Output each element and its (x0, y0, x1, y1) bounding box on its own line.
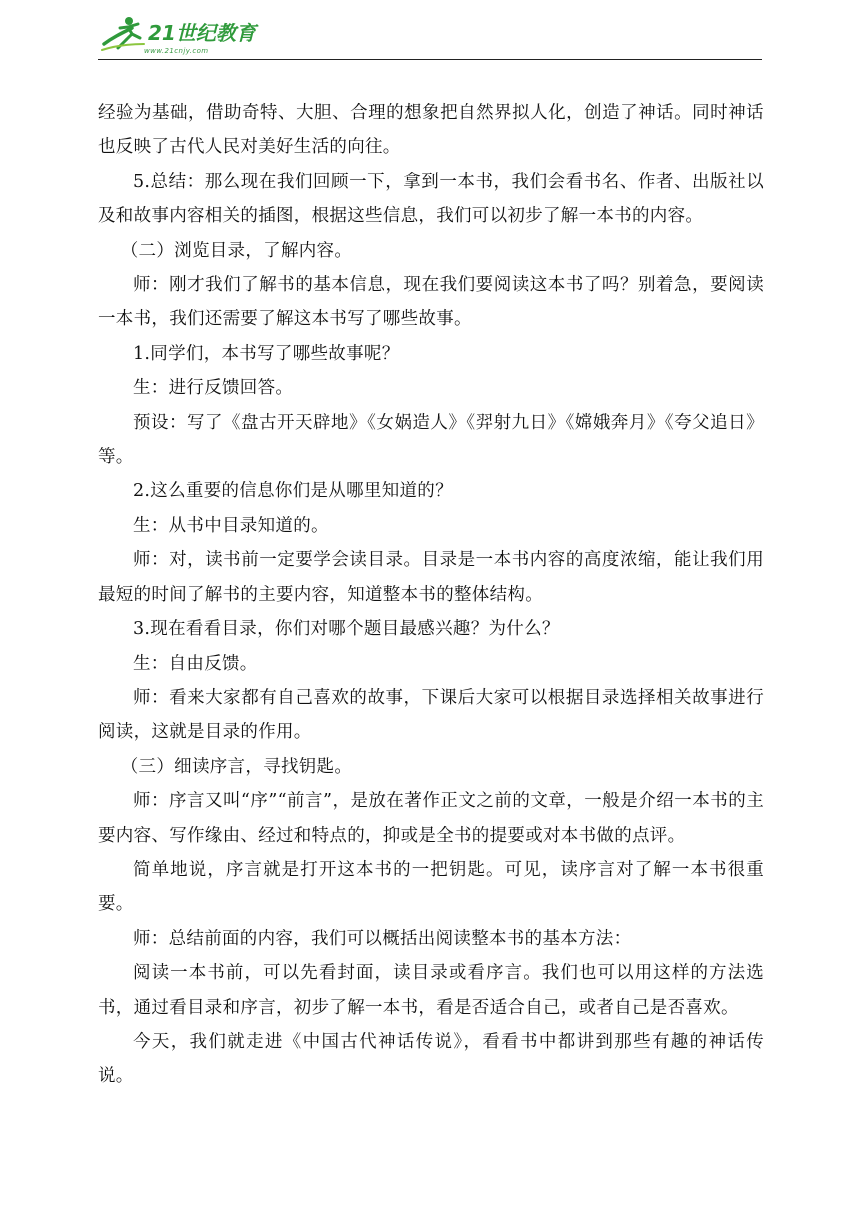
paragraph: 经验为基础，借助奇特、大胆、合理的想象把自然界拟人化，创造了神话。同时神话也反映了古代人民对美好生活的向往。 (98, 103, 764, 158)
paragraph: 今天，我们就走进《中国古代神话传说》，看看书中都讲到那些有趣的神话传说。 (98, 1031, 764, 1087)
header-divider (98, 59, 762, 60)
paragraph: 师：对，读书前一定要学会读目录。目录是一本书内容的高度浓缩，能让我们用最短的时间了解书的主要内容，知道整本书的整体结构。 (98, 550, 764, 605)
paragraph: 师：看来大家都有自己喜欢的故事，下课后大家可以根据目录选择相关故事进行阅读，这就是目录的作用。 (98, 687, 764, 743)
paragraph: 阅读一本书前，可以先看封面，读目录或看序言。我们也可以用这样的方法选书，通过看目录和序言，初步了解一本书，看是否适合自己，或者自己是否喜欢。 (98, 963, 764, 1018)
paragraph: 3.现在看看目录，你们对哪个题目最感兴趣？为什么？ (133, 619, 560, 640)
page-header (98, 14, 762, 60)
section-heading: （二）浏览目录，了解内容。 (120, 240, 353, 261)
site-logo[interactable] (98, 14, 268, 58)
paragraph: 2.这么重要的信息你们是从哪里知道的？ (133, 481, 453, 502)
paragraph: 生：自由反馈。 (133, 653, 258, 674)
logo-url: www.21cnjy.com (144, 47, 209, 55)
paragraph: 预设：写了《盘古开天辟地》《女娲造人》《羿射九日》《嫦娥奔月》《夸父追日》等。 (98, 412, 764, 468)
logo-name: 21世纪教育 (148, 21, 256, 45)
paragraph: 1.同学们，本书写了哪些故事呢？ (133, 343, 400, 364)
paragraph: 简单地说，序言就是打开这本书的一把钥匙。可见，读序言对了解一本书很重要。 (98, 859, 764, 915)
paragraph: 师：序言又叫“序”“前言”，是放在著作正文之前的文章，一般是介绍一本书的主要内容、写作缘由、经过和特点的，抑或是全书的提要或对本书做的点评。 (98, 791, 764, 846)
section-heading: （三）细读序言，寻找钥匙。 (120, 756, 353, 777)
document-body (98, 96, 764, 1094)
paragraph: 生：进行反馈回答。 (133, 378, 294, 399)
paragraph: 师：刚才我们了解书的基本信息，现在我们要阅读这本书了吗？别着急，要阅读一本书，我们还需要了解这本书写了哪些故事。 (98, 275, 764, 330)
running-figure-icon (98, 14, 148, 54)
paragraph: 5.总结：那么现在我们回顾一下，拿到一本书，我们会看书名、作者、出版社以及和故事内容相关的插图，根据这些信息，我们可以初步了解一本书的内容。 (98, 171, 764, 227)
paragraph: 生：从书中目录知道的。 (133, 515, 329, 536)
paragraph: 师：总结前面的内容，我们可以概括出阅读整本书的基本方法： (133, 928, 632, 949)
